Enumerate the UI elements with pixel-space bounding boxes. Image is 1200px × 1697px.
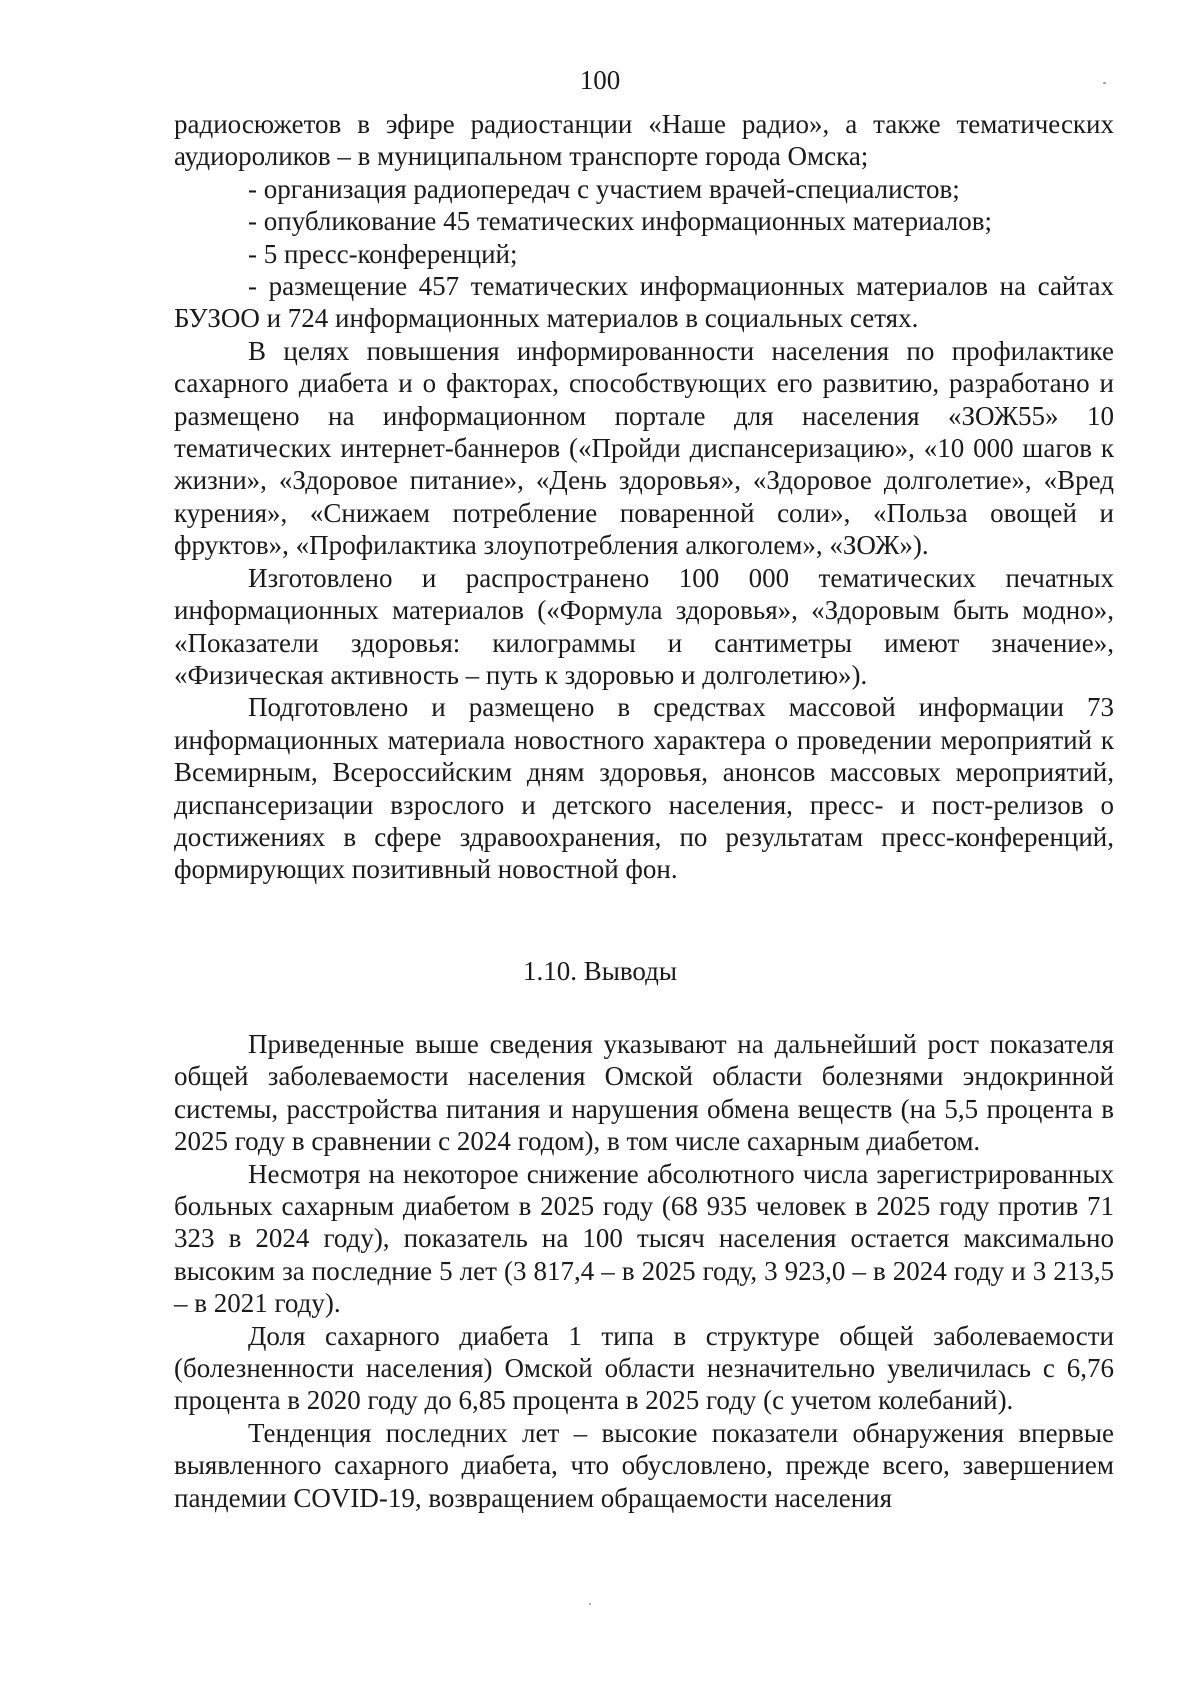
list-item-website-materials: - размещение 457 тематических информационных материалов на сайтах БУЗОО и 724 информационных материалов в социальных сетях. [174,271,1114,334]
paragraph-conclusion-trend: Тенденция последних лет – высокие показатели обнаружения впервые выявленного сахарного диабета, что обусловлено, прежде всего, завершением пандемии COVID-19, возвращением обращаемости населения [174,1417,1114,1513]
page-number: 100 [579,65,621,95]
scan-speck [1103,82,1106,84]
paragraph-banners: В целях повышения информированности населения по профилактике сахарного диабета и о факторах, способствующих его развитию, разработано и размещено на информационном портале для населения «ЗОЖ55» 10 тематических интернет-баннеров («Пройди диспансеризацию», «10 000 шагов к жизни», «Здоровое питание», «День здоровья», «Здоровое долголетие», «Вред курения», «Снижаем потребление поваренной соли», «Польза овощей и фруктов», «Профилактика злоупотребления алкоголем», «ЗОЖ»). [174,335,1114,561]
list-item-publications: - опубликование 45 тематических информационных материалов; [248,206,993,237]
scan-speck [589,1603,591,1605]
section-heading: 1.10. Выводы [522,956,678,986]
paragraph-media-materials: Подготовлено и размещено в средствах массовой информации 73 информационных материала новостного характера о проведении мероприятий к Всемирным, Всероссийским дням здоровья, анонсов массовых мероприятий, диспансеризации взрослого и детского населения, пресс- и пост-релизов о достижениях в сфере здравоохранения, по результатам пресс-конференций, формирующих позитивный новостной фон. [174,692,1114,885]
paragraph-conclusion-type1-share: Доля сахарного диабета 1 типа в структуре общей заболеваемости (болезненности населения) Омской области незначительно увеличилась с 6,76 процента в 2020 году до 6,85 процента в 2025 году (с учетом колебаний). [174,1320,1114,1416]
paragraph-conclusion-diabetes-count: Несмотря на некоторое снижение абсолютного числа зарегистрированных больных сахарным диабетом в 2025 году (68 935 человек в 2025 году против 71 323 в 2024 году), показатель на 100 тысяч населения остается максимально высоким за последние 5 лет (3 817,4 – в 2025 году, 3 923,0 – в 2024 году и 3 213,5 – в 2021 году). [174,1158,1114,1319]
paragraph-continuation: радиосюжетов в эфире радиостанции «Наше радио», а также тематических аудиороликов – в муниципальном транспорте города Омска; [174,109,1114,172]
body-text-conclusions [174,1028,1114,1514]
paragraph-printed-materials: Изготовлено и распространено 100 000 тематических печатных информационных материалов («Формула здоровья», «Здоровым быть модно», «Показатели здоровья: килограммы и сантиметры имеют значение», «Физическая активность – путь к здоровью и долголетию»). [174,562,1114,690]
list-item-press-conferences: - 5 пресс-конференций; [248,238,518,269]
list-item-radio-broadcasts: - организация радиопередач с участием врачей-специалистов; [248,173,960,204]
body-text-top [174,108,1114,886]
paragraph-conclusion-growth: Приведенные выше сведения указывают на дальнейший рост показателя общей заболеваемости населения Омской области болезнями эндокринной системы, расстройства питания и нарушения обмена веществ (на 5,5 процента в 2025 году в сравнении с 2024 годом), в том числе сахарным диабетом. [174,1029,1114,1157]
